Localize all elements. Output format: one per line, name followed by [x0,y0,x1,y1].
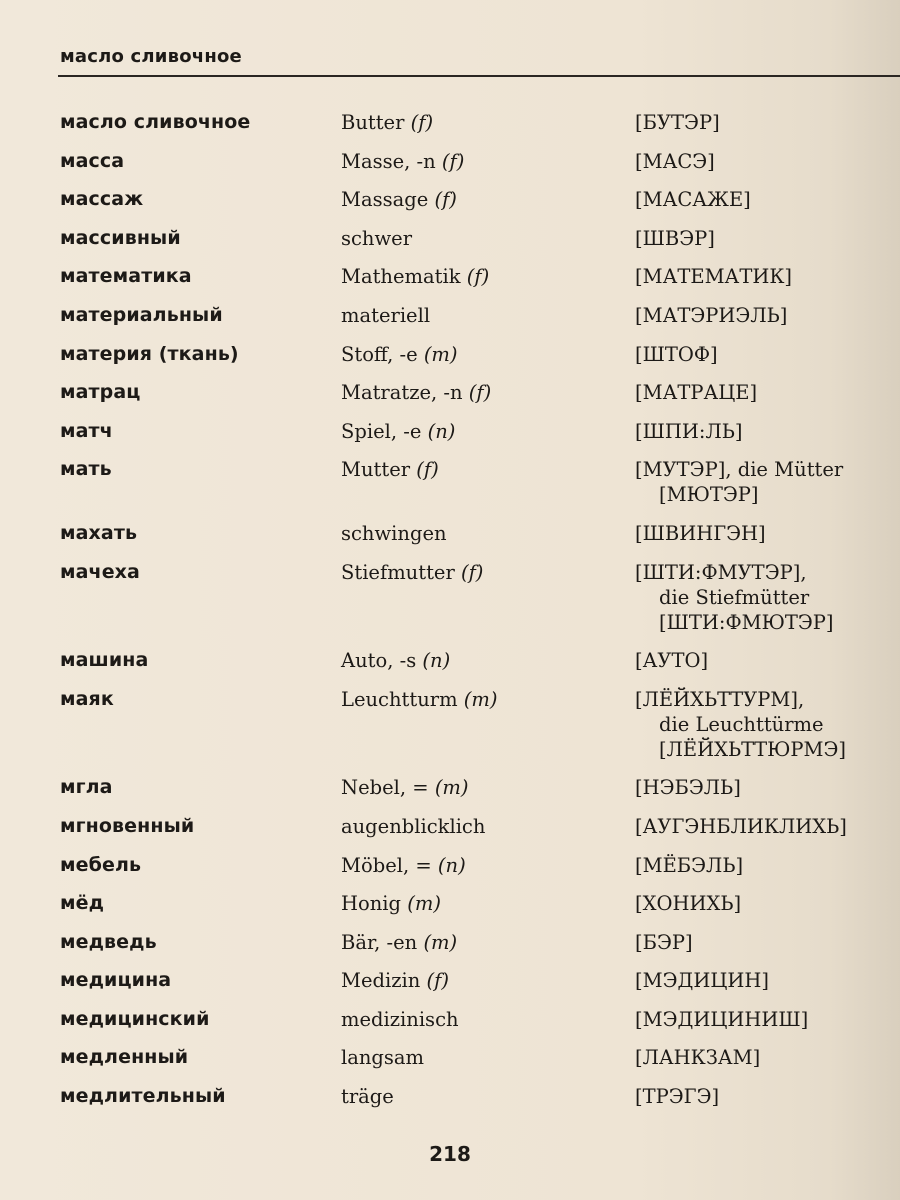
transcription-line: [МЭДИЦИН] [635,969,769,993]
transcription [635,110,900,135]
transcription-line: [МАТРАЦЕ] [635,381,758,405]
gender-marker: (f) [468,381,492,405]
russian-word: матч [60,419,113,442]
german-translation [341,1007,635,1032]
transcription [635,560,900,635]
german-translation [341,687,635,762]
gender-marker: (n) [427,419,456,443]
russian-word: массаж [60,188,144,211]
running-head: масло сливочное [60,46,242,67]
transcription-line: [БУТЭР] [635,111,720,134]
german-translation [341,419,635,444]
transcription-line: [ШВЭР] [635,226,715,250]
german-translation [341,226,635,251]
dictionary-entry [60,1084,900,1109]
russian-word: машина [60,649,149,672]
gender-marker: (f) [434,188,457,212]
dictionary-entry [60,1045,900,1070]
russian-word: масса [60,149,125,172]
german-word: Stiefmutter [341,560,455,584]
transcription-line: [МАСАЖЕ] [635,188,751,212]
transcription-line: [ХОНИХЬ] [635,892,742,916]
russian-word: мгновенный [60,814,195,837]
dictionary-entry [60,775,900,800]
transcription [635,687,900,762]
german-word: Butter [341,111,405,134]
transcription-line: [ЛАНКЗАМ] [635,1046,761,1070]
russian-word: медлительный [60,1085,226,1108]
transcription [635,342,900,367]
transcription-line: [АУГЭНБЛИКЛИХЬ] [635,814,847,838]
transcription [635,419,900,444]
transcription-line: [ШТИ:ФМЮТЭР] [659,610,834,634]
gender-marker: (m) [463,687,498,711]
transcription-line: [МЭДИЦИНИШ] [635,1007,809,1031]
gender-marker: (m) [407,892,441,916]
german-translation [341,648,635,673]
dictionary-entry [60,457,900,507]
transcription [635,1007,900,1032]
transcription-line: [ШТОФ] [635,342,718,366]
dictionary-entry [60,968,900,993]
german-word: Leuchtturm [341,687,458,711]
german-translation [341,853,635,878]
german-word: schwingen [341,521,447,545]
transcription-line: [ШПИ:ЛЬ] [635,419,743,443]
russian-word: медицинский [60,1007,210,1030]
german-translation [341,457,635,507]
german-word: langsam [341,1046,425,1070]
german-translation [341,187,635,212]
german-word: Auto, -s [341,649,417,673]
dictionary-entry [60,891,900,916]
transcription [635,149,900,174]
german-word: Honig [341,892,402,916]
russian-word: медведь [60,930,157,953]
gender-marker: (f) [466,265,490,289]
gender-marker: (f) [441,149,465,173]
russian-word: материя (ткань) [60,342,239,365]
transcription-line: [МЮТЭР] [659,483,759,507]
gender-marker: (m) [434,776,469,800]
russian-word: мать [60,458,112,481]
dictionary-entry [60,303,900,328]
dictionary-entry [60,560,900,635]
dictionary-entry [60,687,900,762]
german-translation [341,1045,635,1070]
german-word: Mathematik [341,265,461,289]
gender-marker: (n) [422,649,451,673]
german-word: medizinisch [341,1007,459,1031]
german-word: Spiel, -e [341,419,422,443]
german-word: augenblicklich [341,814,486,838]
russian-word: маяк [60,687,114,710]
german-translation [341,560,635,635]
german-word: Massage [341,188,429,212]
german-word: Stoff, -e [341,342,418,366]
dictionary-entry [60,930,900,955]
german-translation [341,775,635,800]
transcription [635,264,900,289]
gender-marker: (f) [460,560,484,584]
header-rule [58,75,900,77]
transcription [635,814,900,839]
russian-word: материальный [60,303,223,326]
transcription-line: [ЛЁЙХЬТТУРМ], [635,687,805,711]
russian-word: медленный [60,1046,189,1069]
transcription [635,648,900,673]
transcription [635,457,900,507]
gender-marker: (m) [423,342,458,366]
transcription [635,380,900,405]
german-word: träge [341,1085,394,1109]
transcription [635,775,900,800]
transcription-line: [БЭР] [635,930,693,954]
german-translation [341,521,635,546]
german-word: Masse, -n [341,149,436,173]
german-translation [341,110,635,135]
transcription [635,226,900,251]
russian-word: махать [60,521,138,544]
transcription-line: die Stiefmütter [659,585,810,609]
transcription [635,930,900,955]
transcription-line: die Leuchttürme [659,712,824,736]
german-word: schwer [341,226,413,250]
german-word: Matratze, -n [341,381,463,405]
transcription-line: [МАСЭ] [635,149,715,173]
page-number: 218 [429,1142,471,1166]
gender-marker: (f) [426,969,449,993]
transcription-line: [МЁБЭЛЬ] [635,853,744,877]
transcription [635,187,900,212]
german-word: Medizin [341,969,421,993]
transcription-line: [ШТИ:ФМУТЭР], [635,560,807,584]
transcription-line: [МУТЭР], die Mütter [635,458,844,482]
dictionary-entry [60,521,900,546]
german-word: Nebel, = [341,776,429,800]
transcription [635,303,900,328]
transcription-line: [ЛЁЙХЬТТЮРМЭ] [659,737,847,761]
dictionary-entry [60,110,900,135]
dictionary-entry [60,264,900,289]
german-translation [341,1084,635,1109]
russian-word: медицина [60,969,172,992]
transcription-line: [ТРЭГЭ] [635,1085,720,1109]
transcription [635,521,900,546]
german-translation [341,814,635,839]
gender-marker: (f) [416,458,439,482]
transcription-line: [МАТЕМАТИК] [635,265,793,289]
transcription-line: [НЭБЭЛЬ] [635,776,741,800]
german-translation [341,968,635,993]
transcription [635,968,900,993]
transcription [635,891,900,916]
gender-marker: (n) [437,853,466,877]
german-translation [341,930,635,955]
russian-word: мебель [60,853,142,876]
entry-list [60,110,900,1123]
dictionary-entry [60,380,900,405]
dictionary-entry [60,187,900,212]
russian-word: математика [60,265,192,288]
dictionary-entry [60,853,900,878]
dictionary-entry [60,342,900,367]
russian-word: мгла [60,776,113,799]
german-translation [341,380,635,405]
german-translation [341,342,635,367]
german-translation [341,891,635,916]
german-word: Bär, -en [341,930,418,954]
german-translation [341,149,635,174]
transcription-line: [АУТО] [635,649,709,673]
german-translation [341,303,635,328]
transcription [635,853,900,878]
russian-word: мачеха [60,560,140,583]
russian-word: массивный [60,226,181,249]
gender-marker: (m) [423,930,458,954]
transcription [635,1045,900,1070]
russian-word: мёд [60,892,105,915]
dictionary-entry [60,814,900,839]
dictionary-entry [60,419,900,444]
transcription [635,1084,900,1109]
russian-word: матрац [60,381,141,404]
german-translation [341,264,635,289]
transcription-line: [ШВИНГЭН] [635,521,766,545]
german-word: materiell [341,303,431,327]
dictionary-entry [60,1007,900,1032]
dictionary-entry [60,149,900,174]
russian-word: масло сливочное [60,111,251,133]
german-word: Möbel, = [341,853,432,877]
dictionary-entry [60,226,900,251]
transcription-line: [МАТЭРИЭЛЬ] [635,303,788,327]
dictionary-entry [60,648,900,673]
german-word: Mutter [341,458,411,482]
gender-marker: (f) [410,111,434,134]
